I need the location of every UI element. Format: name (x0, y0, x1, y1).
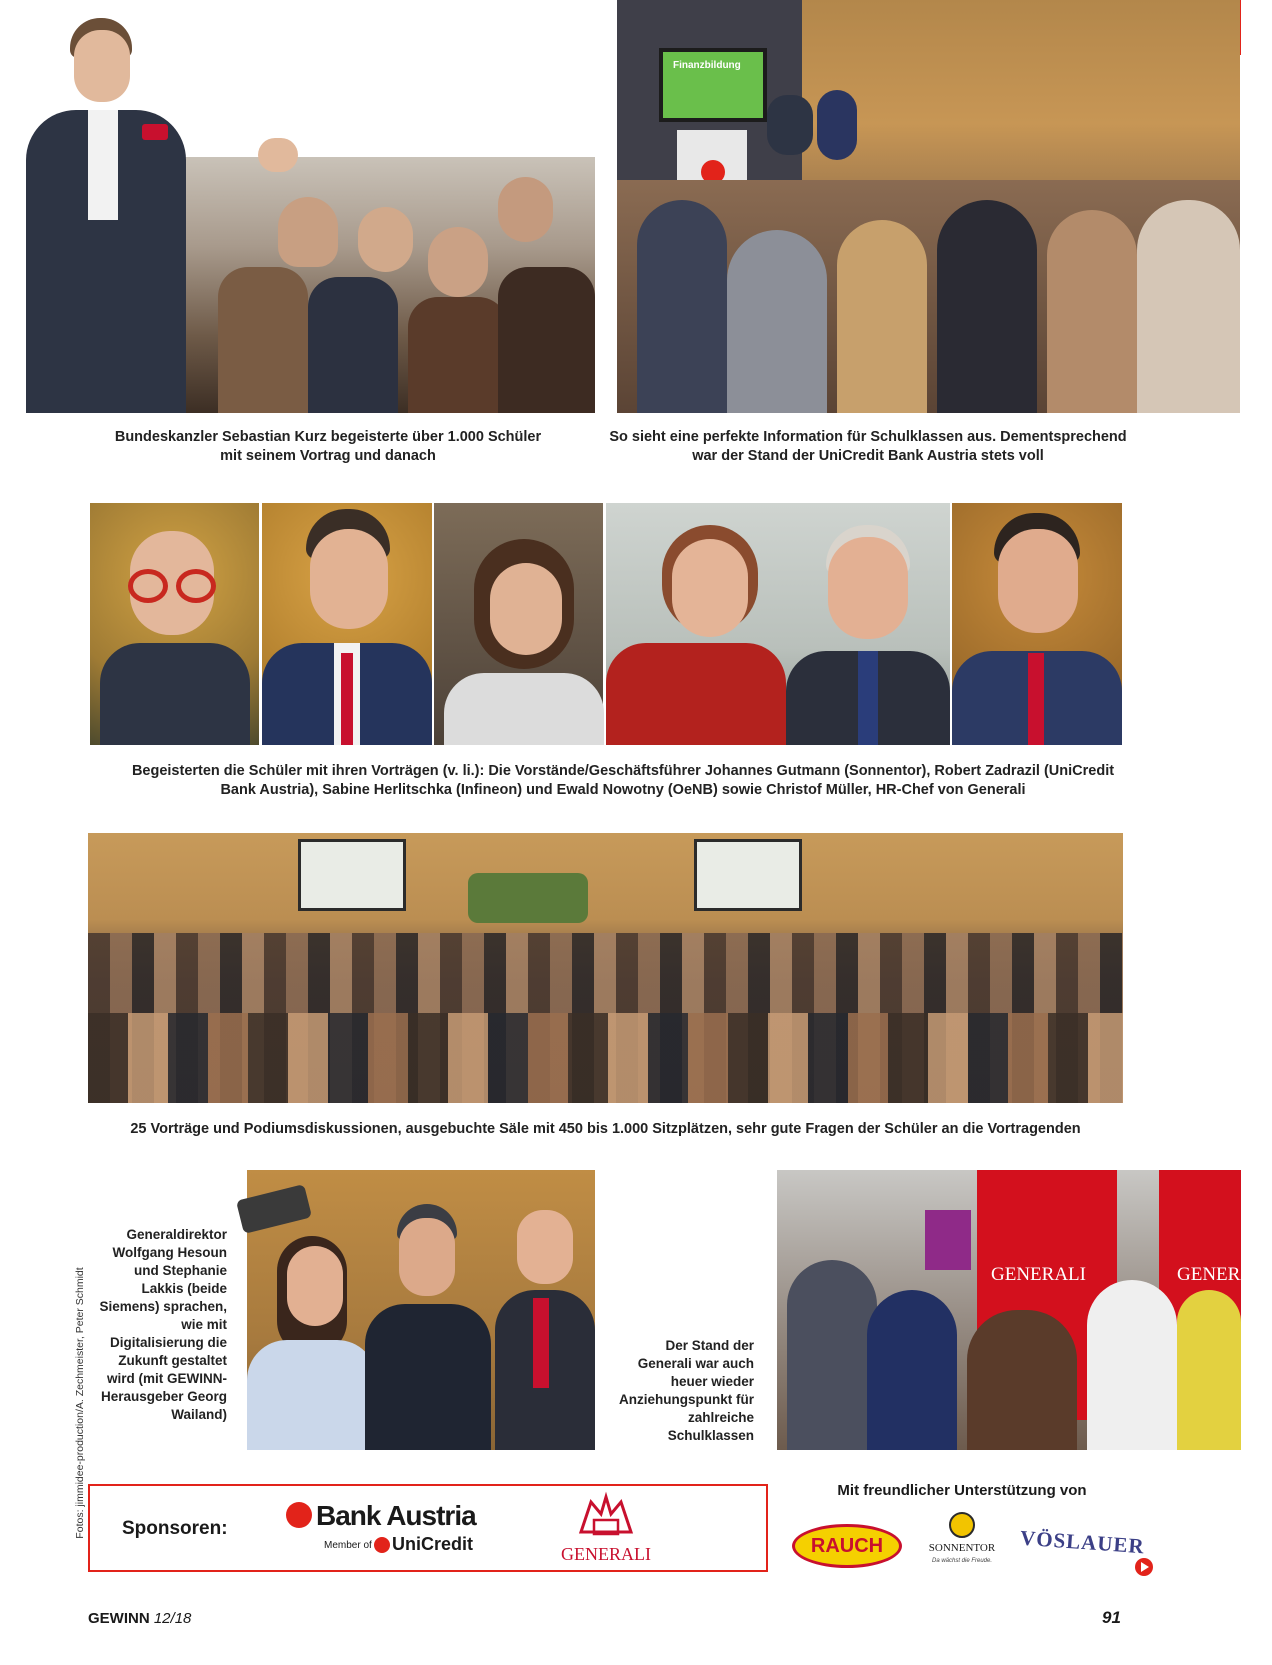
sonnentor-logo (922, 1512, 1002, 1580)
footer-issue: 12/18 (153, 1610, 192, 1627)
photo-speaker-zadrazil (262, 503, 432, 745)
unicredit-small-icon (374, 1537, 390, 1553)
sponsors-label: Sponsoren: (122, 1518, 228, 1539)
caption-lecture-hall: 25 Vorträge und Podiumsdiskussionen, ausgebuchte Säle mit 450 bis 1.000 Sitzplätzen, sehr gute Fragen der Schüler an die Vortragenden (130, 1121, 1081, 1137)
generali-booth-sign-left: GENERALI (991, 1264, 1086, 1285)
footer-magazine-issue (88, 1610, 191, 1627)
sonnentor-slogan: Da wächst die Freude. (931, 1558, 993, 1564)
kurz-raised-hand (258, 138, 298, 172)
generali-lion-icon (576, 1492, 636, 1542)
photo-speakers-herlitschka-nowotny (606, 503, 950, 745)
sonnentor-text: SONNENTOR (928, 1542, 996, 1554)
generali-logo (556, 1492, 656, 1568)
photo-kurz-crowd (158, 157, 595, 413)
photo-generali-stand (777, 1170, 1272, 1450)
caption-kurz: Bundeskanzler Sebastian Kurz begeisterte über 1.000 Schüler mit seinem Vortrag und danach (114, 429, 542, 464)
bank-austria-logo (286, 1500, 486, 1560)
next-page-arrow-icon[interactable] (1135, 1558, 1153, 1576)
photo-student-girl (434, 503, 603, 745)
unicredit-logo-icon (286, 1502, 312, 1528)
member-of-text: Member of (324, 1540, 372, 1551)
page-number: 91 (1102, 1608, 1121, 1627)
photo-speaker-mueller (952, 503, 1122, 745)
sun-icon (949, 1512, 975, 1538)
bank-austria-text: Bank Austria (316, 1500, 476, 1531)
caption-bank-austria-stand: So sieht eine perfekte Information für Schulklassen aus. Dementsprechend war der Stand der UniCredit Bank Austria stets voll (609, 429, 1127, 464)
caption-speakers: Begeisterten die Schüler mit ihren Vorträgen (v. li.): Die Vorstände/Geschäftsführer Johannes Gutmann (Sonnentor), Robert Zadrazil (UniCredit Bank Austria), Sabine Herlitschka (Infineon) und Ewald Nowotny (OeNB) sowie Christof Müller, HR-Chef von Generali (131, 763, 1115, 798)
rauch-text: RAUCH (810, 1535, 884, 1557)
caption-generali-stand: Der Stand der Generali war auch heuer wieder Anziehungspunkt für zahlreiche Schulklassen (619, 1338, 754, 1443)
unicredit-text: UniCredit (392, 1534, 473, 1554)
support-label: Mit freundlicher Unterstützung von (837, 1482, 1087, 1499)
photo-siemens-selfie (247, 1170, 595, 1450)
footer-magazine-name: GEWINN (88, 1610, 150, 1627)
photo-bank-austria-stand (617, 0, 1240, 413)
photo-kurz-speaker (26, 18, 186, 413)
generali-booth-sign-right: GENERALI (1177, 1264, 1272, 1285)
photo-lecture-hall (88, 833, 1123, 1103)
rauch-logo (792, 1524, 902, 1568)
voeslauer-logo: VÖSLAUER (1019, 1525, 1146, 1559)
screen-finanzbildung-label: Finanzbildung (673, 60, 741, 71)
photo-credit: Fotos: jimmidee-production/A. Zechmeister, Peter Schmidt (74, 1267, 86, 1539)
sponsor-box (88, 1484, 768, 1572)
photo-speaker-gutmann (90, 503, 259, 745)
generali-text: GENERALI (561, 1544, 651, 1564)
caption-siemens: Generaldirektor Wolfgang Hesoun und Stephanie Lakkis (beide Siemens) sprachen, wie mit Digitalisierung die Zukunft gestaltet wird (mit GEWINN-Herausgeber Georg Wailand) (99, 1227, 227, 1422)
